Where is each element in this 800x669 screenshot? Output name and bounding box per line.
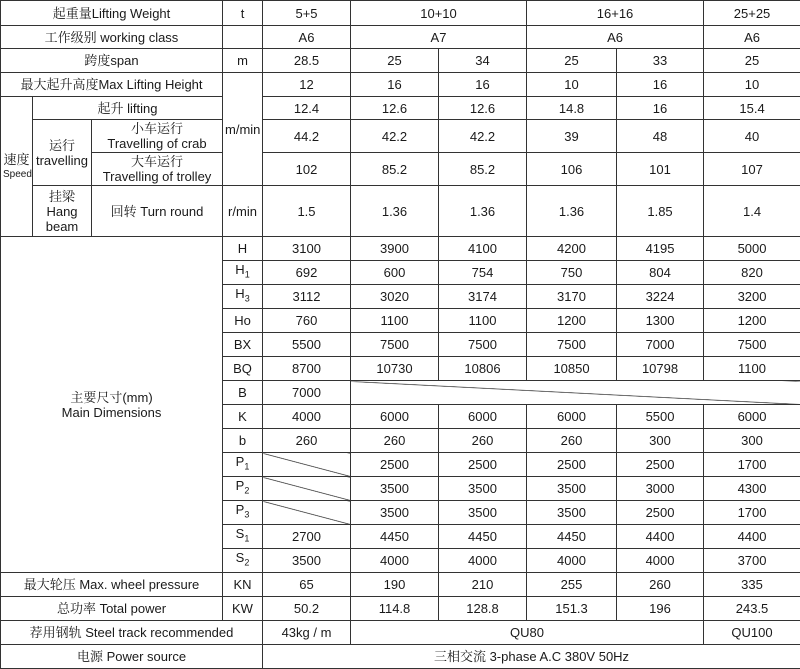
dimension-value: 6000	[704, 405, 800, 429]
dimension-value: 4100	[439, 237, 527, 261]
dimension-value: 1200	[704, 309, 800, 333]
dimension-symbol-subscript: 1	[244, 462, 249, 472]
dimension-symbol	[223, 237, 263, 261]
height-value: 12	[263, 73, 351, 97]
class-10: A7	[351, 26, 527, 49]
dimension-value: 8700	[263, 357, 351, 381]
dimension-symbol-subscript: 3	[245, 294, 250, 304]
dimension-value: 1200	[527, 309, 617, 333]
dimension-value: 4400	[617, 525, 704, 549]
dimension-value: 4000	[527, 549, 617, 573]
dimension-value: 1100	[351, 309, 439, 333]
dimension-value: 3224	[617, 285, 704, 309]
dimension-value: 4450	[439, 525, 527, 549]
unit-m-per-min	[223, 73, 263, 186]
total-power-value: 114.8	[351, 597, 439, 621]
dimension-symbol	[223, 261, 263, 285]
dimension-value: 2500	[617, 453, 704, 477]
height-value: 10	[527, 73, 617, 97]
height-value: 16	[439, 73, 527, 97]
lifting-speed-value: 15.4	[704, 97, 800, 120]
turn-round-value: 1.36	[439, 186, 527, 237]
label-main-dimensions-cn: 主要尺寸(mm)	[3, 390, 220, 405]
unit-working-class	[223, 26, 263, 49]
unit-m: m	[223, 49, 263, 73]
label-speed-cn: 速度	[3, 152, 30, 167]
lifting-speed-value: 12.4	[263, 97, 351, 120]
label-total-power: 总功率 Total power	[1, 597, 223, 621]
crab-speed-value: 48	[617, 120, 704, 153]
dimension-symbol	[223, 333, 263, 357]
dimension-symbol	[223, 309, 263, 333]
dimension-value: 4450	[351, 525, 439, 549]
steel-track-value: QU100	[704, 621, 800, 645]
dimension-value: 10850	[527, 357, 617, 381]
trolley-speed-value: 85.2	[351, 153, 439, 186]
label-span: 跨度span	[1, 49, 223, 73]
trolley-speed-value: 107	[704, 153, 800, 186]
wheel-pressure-value: 260	[617, 573, 704, 597]
dimension-symbol	[223, 357, 263, 381]
turn-round-value: 1.5	[263, 186, 351, 237]
total-power-value: 50.2	[263, 597, 351, 621]
label-hang-beam-en-1: Hang	[35, 204, 89, 219]
dimension-value: 10730	[351, 357, 439, 381]
dimension-symbol-text: P	[236, 454, 245, 469]
dimension-value: 7500	[351, 333, 439, 357]
span-value: 34	[439, 49, 527, 73]
dimension-symbol	[223, 477, 263, 501]
crab-speed-value: 44.2	[263, 120, 351, 153]
dimension-value: 6000	[351, 405, 439, 429]
label-working-class: 工作级别 working class	[1, 26, 223, 49]
capacity-16: 16+16	[527, 1, 704, 26]
dimension-symbol-text: BQ	[233, 361, 252, 376]
label-crab-cn: 小车运行	[94, 121, 220, 136]
dimension-symbol-subscript: 1	[245, 270, 250, 280]
lifting-speed-value: 12.6	[439, 97, 527, 120]
not-applicable-cell	[351, 381, 800, 405]
dimension-value: 300	[617, 429, 704, 453]
trolley-speed-value: 102	[263, 153, 351, 186]
dimension-symbol-text: H	[238, 241, 247, 256]
dimension-value: 3170	[527, 285, 617, 309]
dimension-value: 2500	[351, 453, 439, 477]
unit-t: t	[223, 1, 263, 26]
turn-round-value: 1.36	[351, 186, 439, 237]
dimension-value: 1700	[704, 501, 800, 525]
dimension-value: 300	[704, 429, 800, 453]
label-trolley	[92, 153, 223, 186]
dimension-symbol	[223, 429, 263, 453]
dimension-value: 2500	[527, 453, 617, 477]
dimension-value: 3174	[439, 285, 527, 309]
lifting-speed-value: 16	[617, 97, 704, 120]
height-value: 10	[704, 73, 800, 97]
dimension-value: 1300	[617, 309, 704, 333]
dimension-value: 2500	[617, 501, 704, 525]
row-power-source	[1, 645, 800, 669]
dimension-symbol-text: P	[236, 502, 245, 517]
dimension-value: 3500	[527, 501, 617, 525]
span-value: 33	[617, 49, 704, 73]
dimension-value: 4000	[617, 549, 704, 573]
turn-round-value: 1.36	[527, 186, 617, 237]
row-travelling-trolley	[1, 153, 800, 186]
label-travelling	[33, 120, 92, 186]
dimension-symbol-text: Ho	[234, 313, 251, 328]
wheel-pressure-value: 190	[351, 573, 439, 597]
not-applicable-cell	[263, 453, 351, 477]
dimension-symbol	[223, 381, 263, 405]
trolley-speed-value: 85.2	[439, 153, 527, 186]
dimension-value: 6000	[439, 405, 527, 429]
label-main-dimensions-en: Main Dimensions	[3, 405, 220, 420]
row-max-lifting-height	[1, 73, 800, 97]
lifting-speed-value: 14.8	[527, 97, 617, 120]
trolley-speed-value: 101	[617, 153, 704, 186]
dimension-value: 4200	[527, 237, 617, 261]
label-max-lifting-height: 最大起升高度Max Lifting Height	[1, 73, 223, 97]
unit-kw: KW	[223, 597, 263, 621]
dimension-value: 7000	[617, 333, 704, 357]
dimension-value: 3112	[263, 285, 351, 309]
dimension-symbol-text: H	[235, 262, 244, 277]
label-speed	[1, 97, 33, 237]
label-crab-en: Travelling of crab	[94, 136, 220, 151]
span-value: 25	[704, 49, 800, 73]
dimension-value: 750	[527, 261, 617, 285]
dimension-value: 2700	[263, 525, 351, 549]
dimension-symbol	[223, 405, 263, 429]
dimension-value: 3000	[617, 477, 704, 501]
dimension-value: 260	[351, 429, 439, 453]
dimension-value: 600	[351, 261, 439, 285]
class-16: A6	[527, 26, 704, 49]
capacity-5: 5+5	[263, 1, 351, 26]
dimension-value: 2500	[439, 453, 527, 477]
dimension-symbol	[223, 501, 263, 525]
dimension-value: 7500	[527, 333, 617, 357]
dimension-symbol-subscript: 1	[244, 534, 249, 544]
total-power-value: 128.8	[439, 597, 527, 621]
unit-kn: KN	[223, 573, 263, 597]
dimension-value: 4195	[617, 237, 704, 261]
dimension-value: 10798	[617, 357, 704, 381]
row-turn-round	[1, 186, 800, 237]
dimension-value: 754	[439, 261, 527, 285]
wheel-pressure-value: 65	[263, 573, 351, 597]
label-trolley-en: Travelling of trolley	[94, 169, 220, 184]
label-max-wheel-pressure: 最大轮压 Max. wheel pressure	[1, 573, 223, 597]
lifting-speed-value: 12.6	[351, 97, 439, 120]
dimension-value: 260	[439, 429, 527, 453]
dimension-value: 10806	[439, 357, 527, 381]
dimension-value: 3500	[351, 501, 439, 525]
dimension-symbol-text: P	[236, 478, 245, 493]
power-source-value: 三相交流 3-phase A.C 380V 50Hz	[263, 645, 800, 669]
steel-track-value: 43kg / m	[263, 621, 351, 645]
dimension-symbol	[223, 549, 263, 573]
label-turn-round: 回转 Turn round	[92, 186, 223, 237]
dimension-value: 760	[263, 309, 351, 333]
dimension-symbol-text: S	[236, 550, 245, 565]
label-hang-beam-en-2: beam	[35, 219, 89, 234]
dimension-value: 4450	[527, 525, 617, 549]
label-crab	[92, 120, 223, 153]
turn-round-value: 1.4	[704, 186, 800, 237]
label-lifting-weight: 起重量Lifting Weight	[1, 1, 223, 26]
dimension-value: 1100	[439, 309, 527, 333]
dimension-symbol-text: S	[236, 526, 245, 541]
dimension-symbol	[223, 453, 263, 477]
dimension-value: 4400	[704, 525, 800, 549]
wheel-pressure-value: 255	[527, 573, 617, 597]
not-applicable-cell	[263, 477, 351, 501]
capacity-25: 25+25	[704, 1, 800, 26]
row-max-wheel-pressure	[1, 573, 800, 597]
dimension-value: 260	[527, 429, 617, 453]
capacity-10: 10+10	[351, 1, 527, 26]
dimension-value: 7500	[439, 333, 527, 357]
row-steel-track	[1, 621, 800, 645]
wheel-pressure-value: 210	[439, 573, 527, 597]
dimension-symbol-subscript: 3	[244, 510, 249, 520]
height-value: 16	[617, 73, 704, 97]
dimension-value: 3500	[527, 477, 617, 501]
dimension-value: 4000	[263, 405, 351, 429]
dimension-symbol-subscript: 2	[244, 486, 249, 496]
span-value: 28.5	[263, 49, 351, 73]
dimension-value: 3700	[704, 549, 800, 573]
dimension-value: 7000	[263, 381, 351, 405]
turn-round-value: 1.85	[617, 186, 704, 237]
label-main-dimensions	[1, 237, 223, 573]
dimension-symbol	[223, 285, 263, 309]
dimension-symbol-subscript: 2	[244, 558, 249, 568]
dimension-value: 1100	[704, 357, 800, 381]
dimension-value: 4000	[351, 549, 439, 573]
row-lifting-weight	[1, 1, 800, 26]
total-power-value: 151.3	[527, 597, 617, 621]
dimension-value: 3020	[351, 285, 439, 309]
row-span	[1, 49, 800, 73]
label-hang-beam-cn: 挂梁	[35, 189, 89, 204]
label-power-source: 电源 Power source	[1, 645, 263, 669]
steel-track-value: QU80	[351, 621, 704, 645]
dimension-value: 3200	[704, 285, 800, 309]
dimension-value: 1700	[704, 453, 800, 477]
label-trolley-cn: 大车运行	[94, 154, 220, 169]
dimension-symbol-text: BX	[234, 337, 251, 352]
dimension-value: 260	[263, 429, 351, 453]
dimension-value: 3100	[263, 237, 351, 261]
dimension-symbol-text: B	[238, 385, 247, 400]
dimension-symbol-text: b	[239, 433, 246, 448]
trolley-speed-value: 106	[527, 153, 617, 186]
span-value: 25	[527, 49, 617, 73]
label-travelling-cn: 运行	[35, 138, 89, 153]
dimension-value: 5500	[263, 333, 351, 357]
dimension-value: 7500	[704, 333, 800, 357]
dimension-value: 3500	[439, 477, 527, 501]
total-power-value: 196	[617, 597, 704, 621]
dimension-value: 820	[704, 261, 800, 285]
row-working-class	[1, 26, 800, 49]
row-speed-lifting	[1, 97, 800, 120]
dimension-value: 692	[263, 261, 351, 285]
row-travelling-crab	[1, 120, 800, 153]
crab-speed-value: 39	[527, 120, 617, 153]
dimension-row	[1, 237, 800, 261]
crab-speed-value: 42.2	[439, 120, 527, 153]
class-5: A6	[263, 26, 351, 49]
dimension-value: 3500	[351, 477, 439, 501]
dimension-value: 3500	[439, 501, 527, 525]
dimension-value: 804	[617, 261, 704, 285]
crab-speed-value: 40	[704, 120, 800, 153]
label-travelling-en: travelling	[35, 153, 89, 168]
dimension-value: 5500	[617, 405, 704, 429]
total-power-value: 243.5	[704, 597, 800, 621]
dimension-value: 6000	[527, 405, 617, 429]
unit-m-per-min-text: m/min	[225, 122, 260, 137]
dimension-value: 4300	[704, 477, 800, 501]
dimension-symbol-text: H	[235, 286, 244, 301]
span-value: 25	[351, 49, 439, 73]
dimension-symbol	[223, 525, 263, 549]
dimension-value: 3500	[263, 549, 351, 573]
dimension-value: 4000	[439, 549, 527, 573]
dimension-value: 5000	[704, 237, 800, 261]
label-lifting: 起升 lifting	[33, 97, 223, 120]
not-applicable-cell	[263, 501, 351, 525]
dimension-symbol-text: K	[238, 409, 247, 424]
class-25: A6	[704, 26, 800, 49]
crab-speed-value: 42.2	[351, 120, 439, 153]
dimension-value: 3900	[351, 237, 439, 261]
label-speed-en: Speed	[3, 167, 30, 182]
label-hang-beam	[33, 186, 92, 237]
wheel-pressure-value: 335	[704, 573, 800, 597]
label-steel-track: 荐用钢轨 Steel track recommended	[1, 621, 263, 645]
unit-r-per-min: r/min	[223, 186, 263, 237]
height-value: 16	[351, 73, 439, 97]
row-total-power	[1, 597, 800, 621]
